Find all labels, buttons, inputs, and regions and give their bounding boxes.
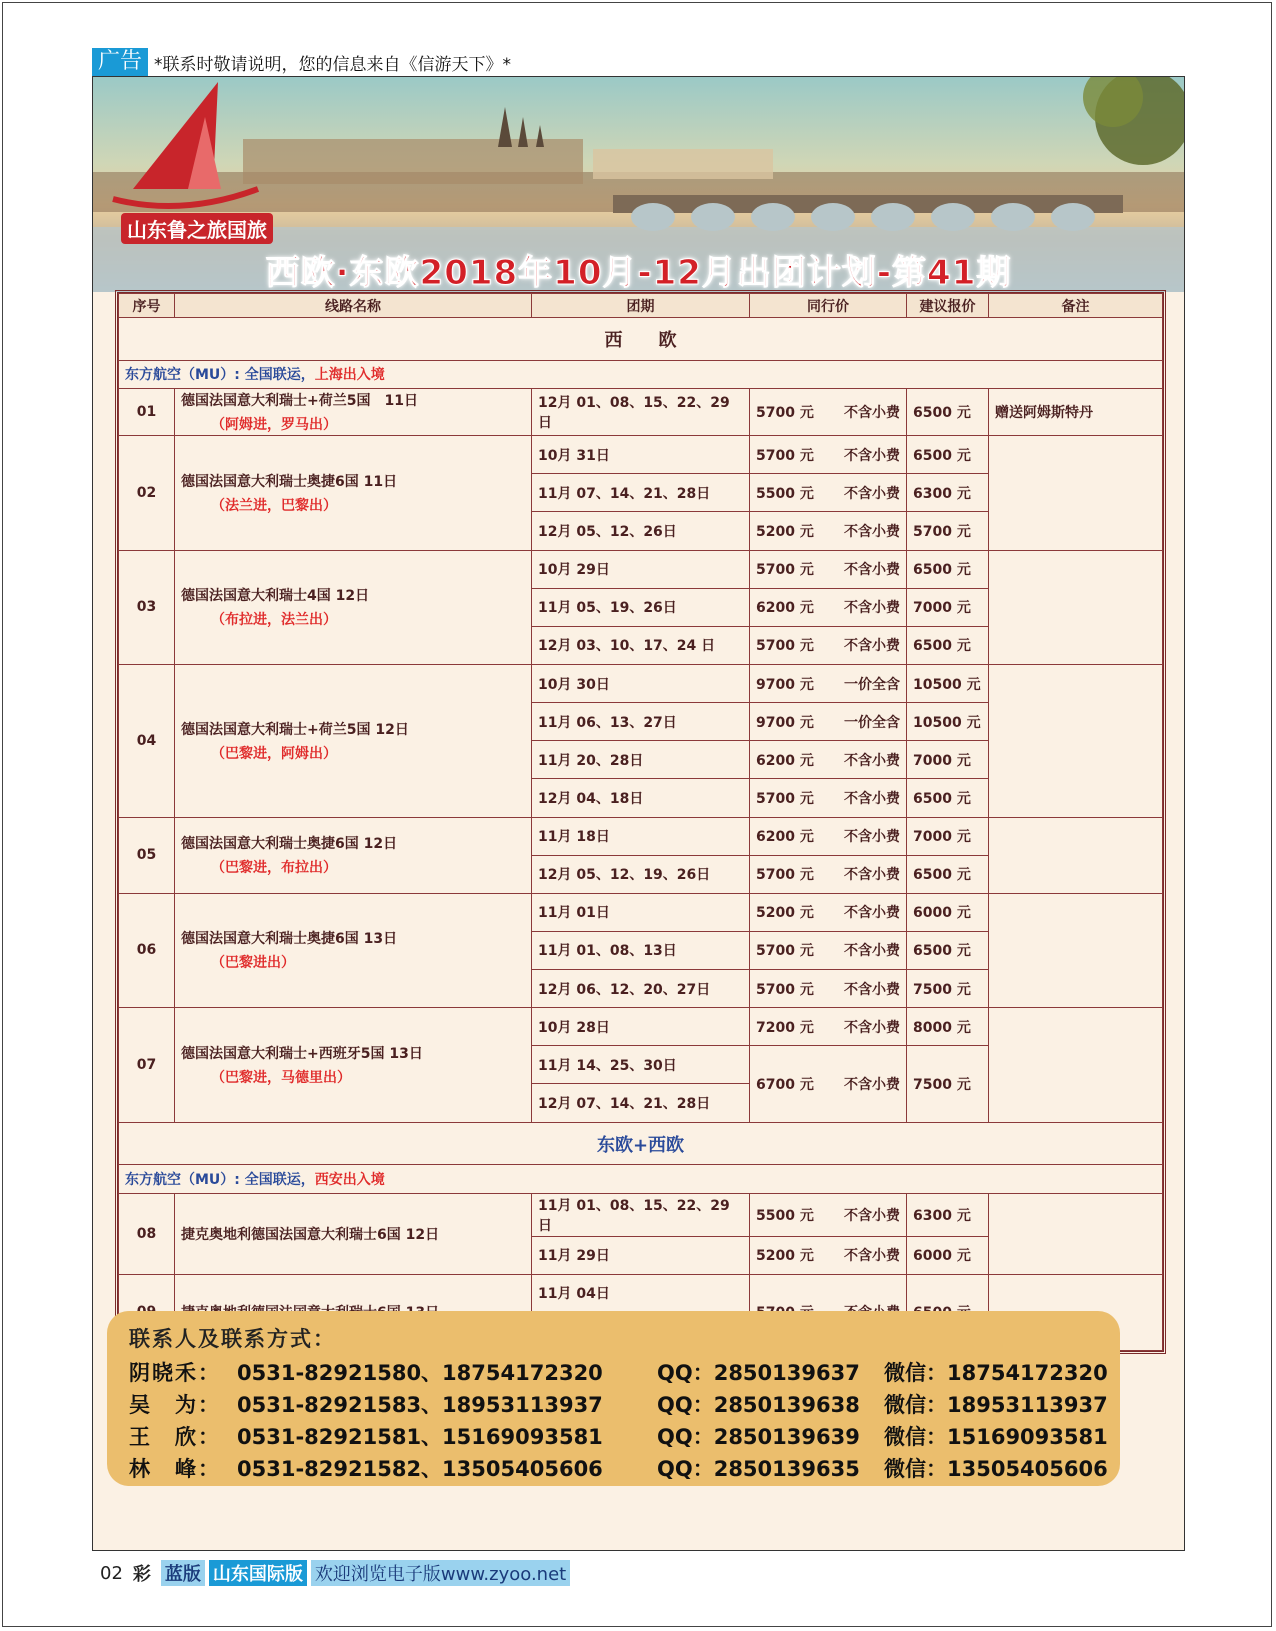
price-value: 9700 元 [756,714,814,731]
price-value: 5700 元 [756,405,814,422]
route-name [175,893,532,1007]
peer-price [750,512,907,550]
peer-price [750,970,907,1008]
suggested-price: 6500 元 [907,389,989,436]
price-terms: 不含小费 [844,1076,900,1093]
departure-dates: 11月 29日 [532,1236,750,1274]
price-terms: 不含小费 [844,405,900,422]
route-entry-exit: （巴黎进，马德里出） [211,1069,351,1086]
contact-qq: QQ：2850139637 [657,1361,860,1385]
contact-phone: 0531-82921582、13505405606 [237,1457,603,1481]
price-value: 6700 元 [756,1076,814,1093]
departure-dates: 11月 20、28日 [532,741,750,779]
peer-price [750,436,907,474]
price-terms: 不含小费 [844,562,900,579]
route-name [175,817,532,893]
peer-price [750,741,907,779]
suggested-price: 7500 元 [907,1046,989,1122]
airline-name: 东方航空（MU）: 全国联运， [125,367,315,384]
airline-port: 西安出入境 [314,1172,385,1189]
price-value: 5700 元 [756,562,814,579]
section-title: 西 欧 [119,318,1163,361]
airline-row [119,1165,1163,1193]
suggested-price: 10500 元 [907,703,989,741]
peer-price [750,626,907,664]
contact-wechat: 微信：18953113937 [884,1393,1108,1417]
contact-row [129,1453,1119,1485]
contact-wechat: 微信：15169093581 [884,1425,1108,1449]
header-cell: 团期 [532,294,750,318]
header-cell: 序号 [119,294,175,318]
header-cell: 建议报价 [907,294,989,318]
price-terms: 不含小费 [844,600,900,617]
airline-row [119,360,1163,388]
suggested-price: 6000 元 [907,893,989,931]
bottom-bar [100,1560,570,1586]
suggested-price: 7000 元 [907,817,989,855]
contact-row [129,1389,1119,1421]
contact-qq: QQ：2850139639 [657,1425,860,1449]
remark [989,1008,1163,1122]
section-title: 东欧+西欧 [119,1122,1163,1165]
peer-price [750,389,907,436]
route-title: 德国法国意大利瑞士+荷兰5国 11日 [181,393,418,410]
price-value: 5500 元 [756,485,814,502]
departure-dates: 11月 04日 [532,1274,750,1312]
price-terms: 不含小费 [844,943,900,960]
remark [989,1193,1163,1274]
suggested-price: 6500 元 [907,779,989,817]
peer-price [750,931,907,969]
suggested-price: 6500 元 [907,626,989,664]
contact-qq: QQ：2850139638 [657,1393,860,1417]
departure-dates: 11月 06、13、27日 [532,703,750,741]
ad-note: *联系时敬请说明，您的信息来自《信游天下》* [154,54,512,75]
suggested-price: 6500 元 [907,550,989,588]
table-row [119,389,1163,436]
contact-row [129,1421,1119,1453]
remark: 赠送阿姆斯特丹 [989,389,1163,436]
peer-price [750,817,907,855]
peer-price [750,779,907,817]
route-number: 01 [119,389,175,436]
route-entry-exit: （阿姆进，罗马出） [211,417,337,434]
departure-dates: 11月 18日 [532,817,750,855]
contact-name: 林 峰： [129,1457,221,1481]
route-entry-exit: （巴黎进，布拉出） [211,860,337,877]
table-row [119,550,1163,588]
suggested-price: 7500 元 [907,970,989,1008]
contact-qq: QQ：2850139635 [657,1457,860,1481]
remark [989,550,1163,664]
contact-phone: 0531-82921583、18953113937 [237,1393,603,1417]
route-number: 05 [119,817,175,893]
contact-row [129,1357,1119,1389]
remark [989,436,1163,550]
price-value: 5700 元 [756,981,814,998]
peer-price [750,588,907,626]
ad-tag: 广告 [92,48,148,76]
remark [989,817,1163,893]
price-terms: 不含小费 [844,485,900,502]
price-value: 5200 元 [756,523,814,540]
airline-port: 上海出入境 [314,367,385,384]
price-value: 5700 元 [756,447,814,464]
site-link[interactable]: 欢迎浏览电子版www.zyoo.net [311,1560,570,1586]
suggested-price: 6500 元 [907,931,989,969]
suggested-price: 6500 元 [907,436,989,474]
contact-phone: 0531-82921580、18754172320 [237,1361,603,1385]
top-bar [92,48,511,76]
table-row [119,664,1163,702]
contact-wechat: 微信：18754172320 [884,1361,1108,1385]
contact-name: 王 欣： [129,1425,221,1449]
route-name [175,1193,532,1274]
price-terms: 不含小费 [844,981,900,998]
route-number: 02 [119,436,175,550]
airline-info [119,360,1163,388]
suggested-price: 7000 元 [907,741,989,779]
departure-dates: 12月 06、12、20、27日 [532,970,750,1008]
price-terms: 一价全含 [844,714,900,731]
schedule-table [115,290,1166,1354]
departure-dates: 12月 04、18日 [532,779,750,817]
contact-wechat: 微信：13505405606 [884,1457,1108,1481]
edition-intl: 山东国际版 [209,1560,307,1586]
price-terms: 不含小费 [844,905,900,922]
airline-info [119,1165,1163,1193]
price-terms: 不含小费 [844,752,900,769]
contact-box [107,1311,1120,1486]
peer-price [750,855,907,893]
route-number: 04 [119,664,175,817]
departure-dates: 11月 01、08、15、22、29日 [532,1193,750,1236]
departure-dates: 11月 14、25、30日 [532,1046,750,1084]
route-entry-exit: （布拉进，法兰出） [211,612,337,629]
remark [989,893,1163,1007]
route-number: 06 [119,893,175,1007]
suggested-price: 5700 元 [907,512,989,550]
price-terms: 不含小费 [844,1207,900,1224]
peer-price [750,703,907,741]
price-value: 6200 元 [756,829,814,846]
page-number: 02 [100,1562,123,1584]
suggested-price: 6300 元 [907,474,989,512]
route-title: 德国法国意大利瑞士4国 12日 [181,588,370,605]
price-value: 5200 元 [756,905,814,922]
route-number: 07 [119,1008,175,1122]
price-terms: 不含小费 [844,1248,900,1265]
price-terms: 不含小费 [844,1019,900,1036]
remark [989,664,1163,817]
peer-price [750,550,907,588]
departure-dates: 10月 29日 [532,550,750,588]
page-title: 西欧·东欧2018年10月-12月出团计划-第41期 [265,253,1012,293]
price-terms: 不含小费 [844,638,900,655]
route-name [175,436,532,550]
table-row [119,1274,1163,1312]
contact-title: 联系人及联系方式： [129,1327,336,1351]
logo-text: 山东鲁之旅国旅 [121,213,273,244]
table-header [119,294,1163,318]
suggested-price: 6300 元 [907,1193,989,1236]
table-row [119,1008,1163,1046]
departure-dates: 12月 07、14、21、28日 [532,1084,750,1122]
price-terms: 不含小费 [844,790,900,807]
peer-price [750,664,907,702]
price-value: 6200 元 [756,600,814,617]
departure-dates: 12月 01、08、15、22、29日 [532,389,750,436]
header-cell: 线路名称 [175,294,532,318]
departure-dates: 10月 30日 [532,664,750,702]
suggested-price: 6500 元 [907,855,989,893]
contact-name: 吴 为： [129,1393,221,1417]
departure-dates: 12月 05、12、19、26日 [532,855,750,893]
contact-name: 阴晓禾： [129,1361,221,1385]
price-terms: 不含小费 [844,829,900,846]
peer-price [750,893,907,931]
price-terms: 一价全含 [844,676,900,693]
peer-price [750,1008,907,1046]
route-title: 德国法国意大利瑞士奥捷6国 13日 [181,931,398,948]
route-entry-exit: （法兰进，巴黎出） [211,497,337,514]
contact-phone: 0531-82921581、15169093581 [237,1425,603,1449]
departure-dates: 12月 05、12、26日 [532,512,750,550]
route-name [175,389,532,436]
header-cell: 同行价 [750,294,907,318]
airline-name: 东方航空（MU）: 全国联运， [125,1172,315,1189]
table-row [119,1193,1163,1236]
departure-dates: 11月 05、19、26日 [532,588,750,626]
route-title: 德国法国意大利瑞士+西班牙5国 13日 [181,1045,423,1062]
departure-dates: 11月 01、08、13日 [532,931,750,969]
price-terms: 不含小费 [844,523,900,540]
price-terms: 不含小费 [844,447,900,464]
banner-image [93,77,1184,292]
route-title: 德国法国意大利瑞士+荷兰5国 12日 [181,721,409,738]
suggested-price: 7000 元 [907,588,989,626]
price-value: 5200 元 [756,1248,814,1265]
suggested-price: 6000 元 [907,1236,989,1274]
price-value: 5700 元 [756,790,814,807]
table-row [119,893,1163,931]
section-row [119,318,1163,361]
peer-price [750,1193,907,1236]
route-title: 德国法国意大利瑞士奥捷6国 11日 [181,473,398,490]
suggested-price: 10500 元 [907,664,989,702]
peer-price [750,1046,907,1122]
route-title: 捷克奥地利德国法国意大利瑞士6国 12日 [181,1226,440,1243]
route-number: 08 [119,1193,175,1274]
price-terms: 不含小费 [844,867,900,884]
price-value: 5700 元 [756,638,814,655]
route-title: 德国法国意大利瑞士奥捷6国 12日 [181,836,398,853]
route-number: 03 [119,550,175,664]
departure-dates: 10月 28日 [532,1008,750,1046]
departure-dates: 11月 01日 [532,893,750,931]
color-mark: 彩 [132,1564,151,1585]
departure-dates: 11月 07、14、21、28日 [532,474,750,512]
header-cell: 备注 [989,294,1163,318]
price-value: 5500 元 [756,1207,814,1224]
price-value: 9700 元 [756,676,814,693]
route-entry-exit: （巴黎进，阿姆出） [211,745,337,762]
section-row [119,1122,1163,1165]
price-value: 5700 元 [756,867,814,884]
price-value: 7200 元 [756,1019,814,1036]
table-row [119,817,1163,855]
route-name [175,1008,532,1122]
price-value: 6200 元 [756,752,814,769]
price-value: 5700 元 [756,943,814,960]
departure-dates: 10月 31日 [532,436,750,474]
route-name [175,550,532,664]
route-entry-exit: （巴黎进出） [211,955,295,972]
departure-dates: 12月 03、10、17、24 日 [532,626,750,664]
suggested-price: 8000 元 [907,1008,989,1046]
peer-price [750,474,907,512]
edition-blue: 蓝版 [161,1560,205,1586]
table-row [119,436,1163,474]
poster [92,76,1185,1551]
route-name [175,664,532,817]
peer-price [750,1236,907,1274]
